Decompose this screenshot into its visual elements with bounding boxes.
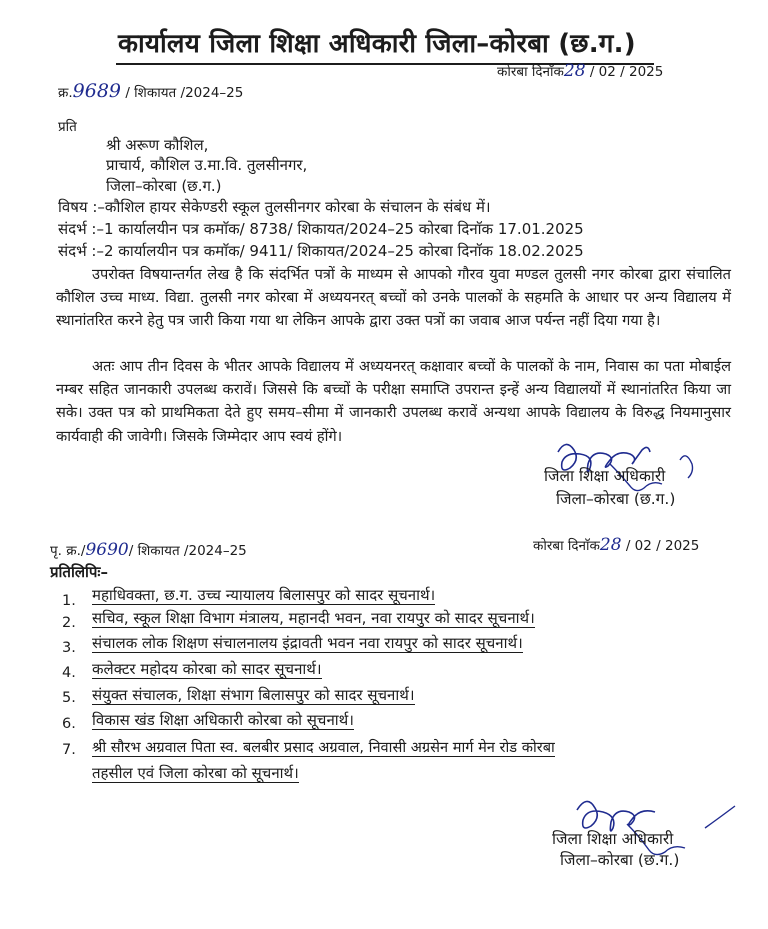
letter-reference [58,80,243,102]
copy-item-7-continued: तहसील एवं जिला कोरबा को सूचनार्थ। [92,764,299,782]
letter-date [497,61,663,81]
paragraph-1-text: उपरोक्त विषयान्तर्गत लेख है कि संदर्भित पत्रों के माध्यम से आपको गौरव युवा मण्डल तुलसी नगर कोरबा द्वारा संचालित कौशिल उच्च माध्य. विद्या. तुलसी नगर कोरबा में अध्ययनरत् बच्चों को उनके पालकों के सहमति के आधार पर अन्य विद्यालय में स्थानांतरित करने हेतु पत्र जारी किया गया था लेकिन आपके द्वारा उक्त पत्रों का जवाब आज पर्यन्त नहीं दिया गया है। [56,266,731,330]
copy-item-2: सचिव, स्कूल शिक्षा विभाग मंत्रालय, महानदी भवन, नवा रायपुर को सादर सूचनार्थ। [92,609,535,627]
copy-item-number: 4. [62,665,76,681]
copy-item-7: श्री सौरभ अग्रवाल पिता स्व. बलबीर प्रसाद अग्रवाल, निवासी अग्रसेन मार्ग मेन रोड कोरबा [92,739,555,756]
date-rest: / 02 / 2025 [589,64,664,80]
reference-1 [58,219,584,239]
endorsement-date-prefix: कोरबा दिनाॅक [533,538,600,554]
copy-item-4: कलेक्टर महोदय कोरबा को सादर सूचनार्थ। [92,660,322,678]
copy-item-number: 5. [62,690,76,706]
signature-district-1: जिला–कोरबा (छ.ग.) [556,490,676,508]
copy-item-6: विकास खंड शिक्षा अधिकारी कोरबा को सूचनार्थ। [92,711,354,729]
reference-label: संदर्भ :–1 [58,220,114,238]
subject-line [58,197,491,217]
ref-suffix: / शिकायत /2024–25 [125,85,244,101]
date-day-handwritten: 28 [563,61,586,81]
subject-label: विषय :– [58,198,105,216]
body-paragraph-1 [56,263,731,333]
copy-to-label: प्रतिलिपिः– [50,563,108,581]
signature-district-2: जिला–कोरबा (छ.ग.) [560,851,680,869]
endorsement-ref-suffix: / शिकायत /2024–25 [128,543,247,559]
copy-item-1: महाधिवक्ता, छ.ग. उच्च न्यायालय बिलासपुर को सादर सूचनार्थ। [92,586,436,604]
date-prefix: कोरबा दिनाॅक [497,64,564,80]
reference-text: कार्यालयीन पत्र कमाॅक/ 8738/ शिकायत/2024–25 कोरबा दिनाॅक 17.01.2025 [118,220,584,238]
paragraph-2-text: अतः आप तीन दिवस के भीतर आपके विद्यालय में अध्ययनरत् कक्षावार बच्चों के पालकों के नाम, निवास का पता मोबाईल नम्बर सहित जानकारी उपलब्ध करावें। जिससे कि बच्चों के परीक्षा समाप्ति उपरान्त इन्हें अन्य विद्यालयों में स्थानांतरित किया जा सके। उक्त पत्र को प्राथमिकता देते हुए समय–सीमा में जानकारी उपलब्ध करावें अन्यथा आपके विद्यालय के विरुद्ध नियमानुसार कार्यवाही की जावेगी। जिसके जिम्मेदार आप स्वयं होंगे। [56,358,731,445]
signature-title-1: जिला शिक्षा अधिकारी [544,467,666,485]
endorsement-ref-number-handwritten: 9690 [85,540,129,560]
recipient-district: जिला–कोरबा (छ.ग.) [106,177,222,195]
copy-item-3: संचालक लोक शिक्षण संचालनालय इंद्रावती भवन नवा रायपुर को सादर सूचनार्थ। [92,634,523,652]
office-heading: कार्यालय जिला शिक्षा अधिकारी जिला–कोरबा (छ.ग.) [118,29,636,59]
recipient-name: श्री अरूण कौशिल, [106,136,209,154]
reference-2 [58,241,584,261]
reference-label: संदर्भ :–2 [58,242,114,260]
copy-item-number: 7. [62,742,76,758]
endorsement-date-day-handwritten: 28 [599,535,622,555]
copy-item-number: 3. [62,640,76,656]
endorsement-date-rest: / 02 / 2025 [625,538,700,554]
reference-text: कार्यालयीन पत्र कमाॅक/ 9411/ शिकायत/2024–25 कोरबा दिनाॅक 18.02.2025 [118,242,584,260]
endorsement-ref-prefix: पृ. क्र./ [50,543,86,559]
subject-text: कौशिल हायर सेकेण्डरी स्कूल तुलसीनगर कोरबा के संचालन के संबंध में। [104,198,491,216]
copy-item-number: 2. [62,615,76,631]
endorsement-date [533,535,699,555]
to-label: प्रति [58,119,77,135]
endorsement-reference [50,540,247,560]
ref-number-handwritten: 9689 [72,80,122,102]
recipient-designation: प्राचार्य, कौशिल उ.मा.वि. तुलसीनगर, [106,156,308,174]
copy-item-number: 6. [62,716,76,732]
copy-item-number: 1. [62,593,76,609]
ref-prefix: क्र. [58,85,73,101]
signature-title-2: जिला शिक्षा अधिकारी [552,830,674,848]
copy-item-5: संयुक्त संचालक, शिक्षा संभाग बिलासपुर को सादर सूचनार्थ। [92,686,415,704]
